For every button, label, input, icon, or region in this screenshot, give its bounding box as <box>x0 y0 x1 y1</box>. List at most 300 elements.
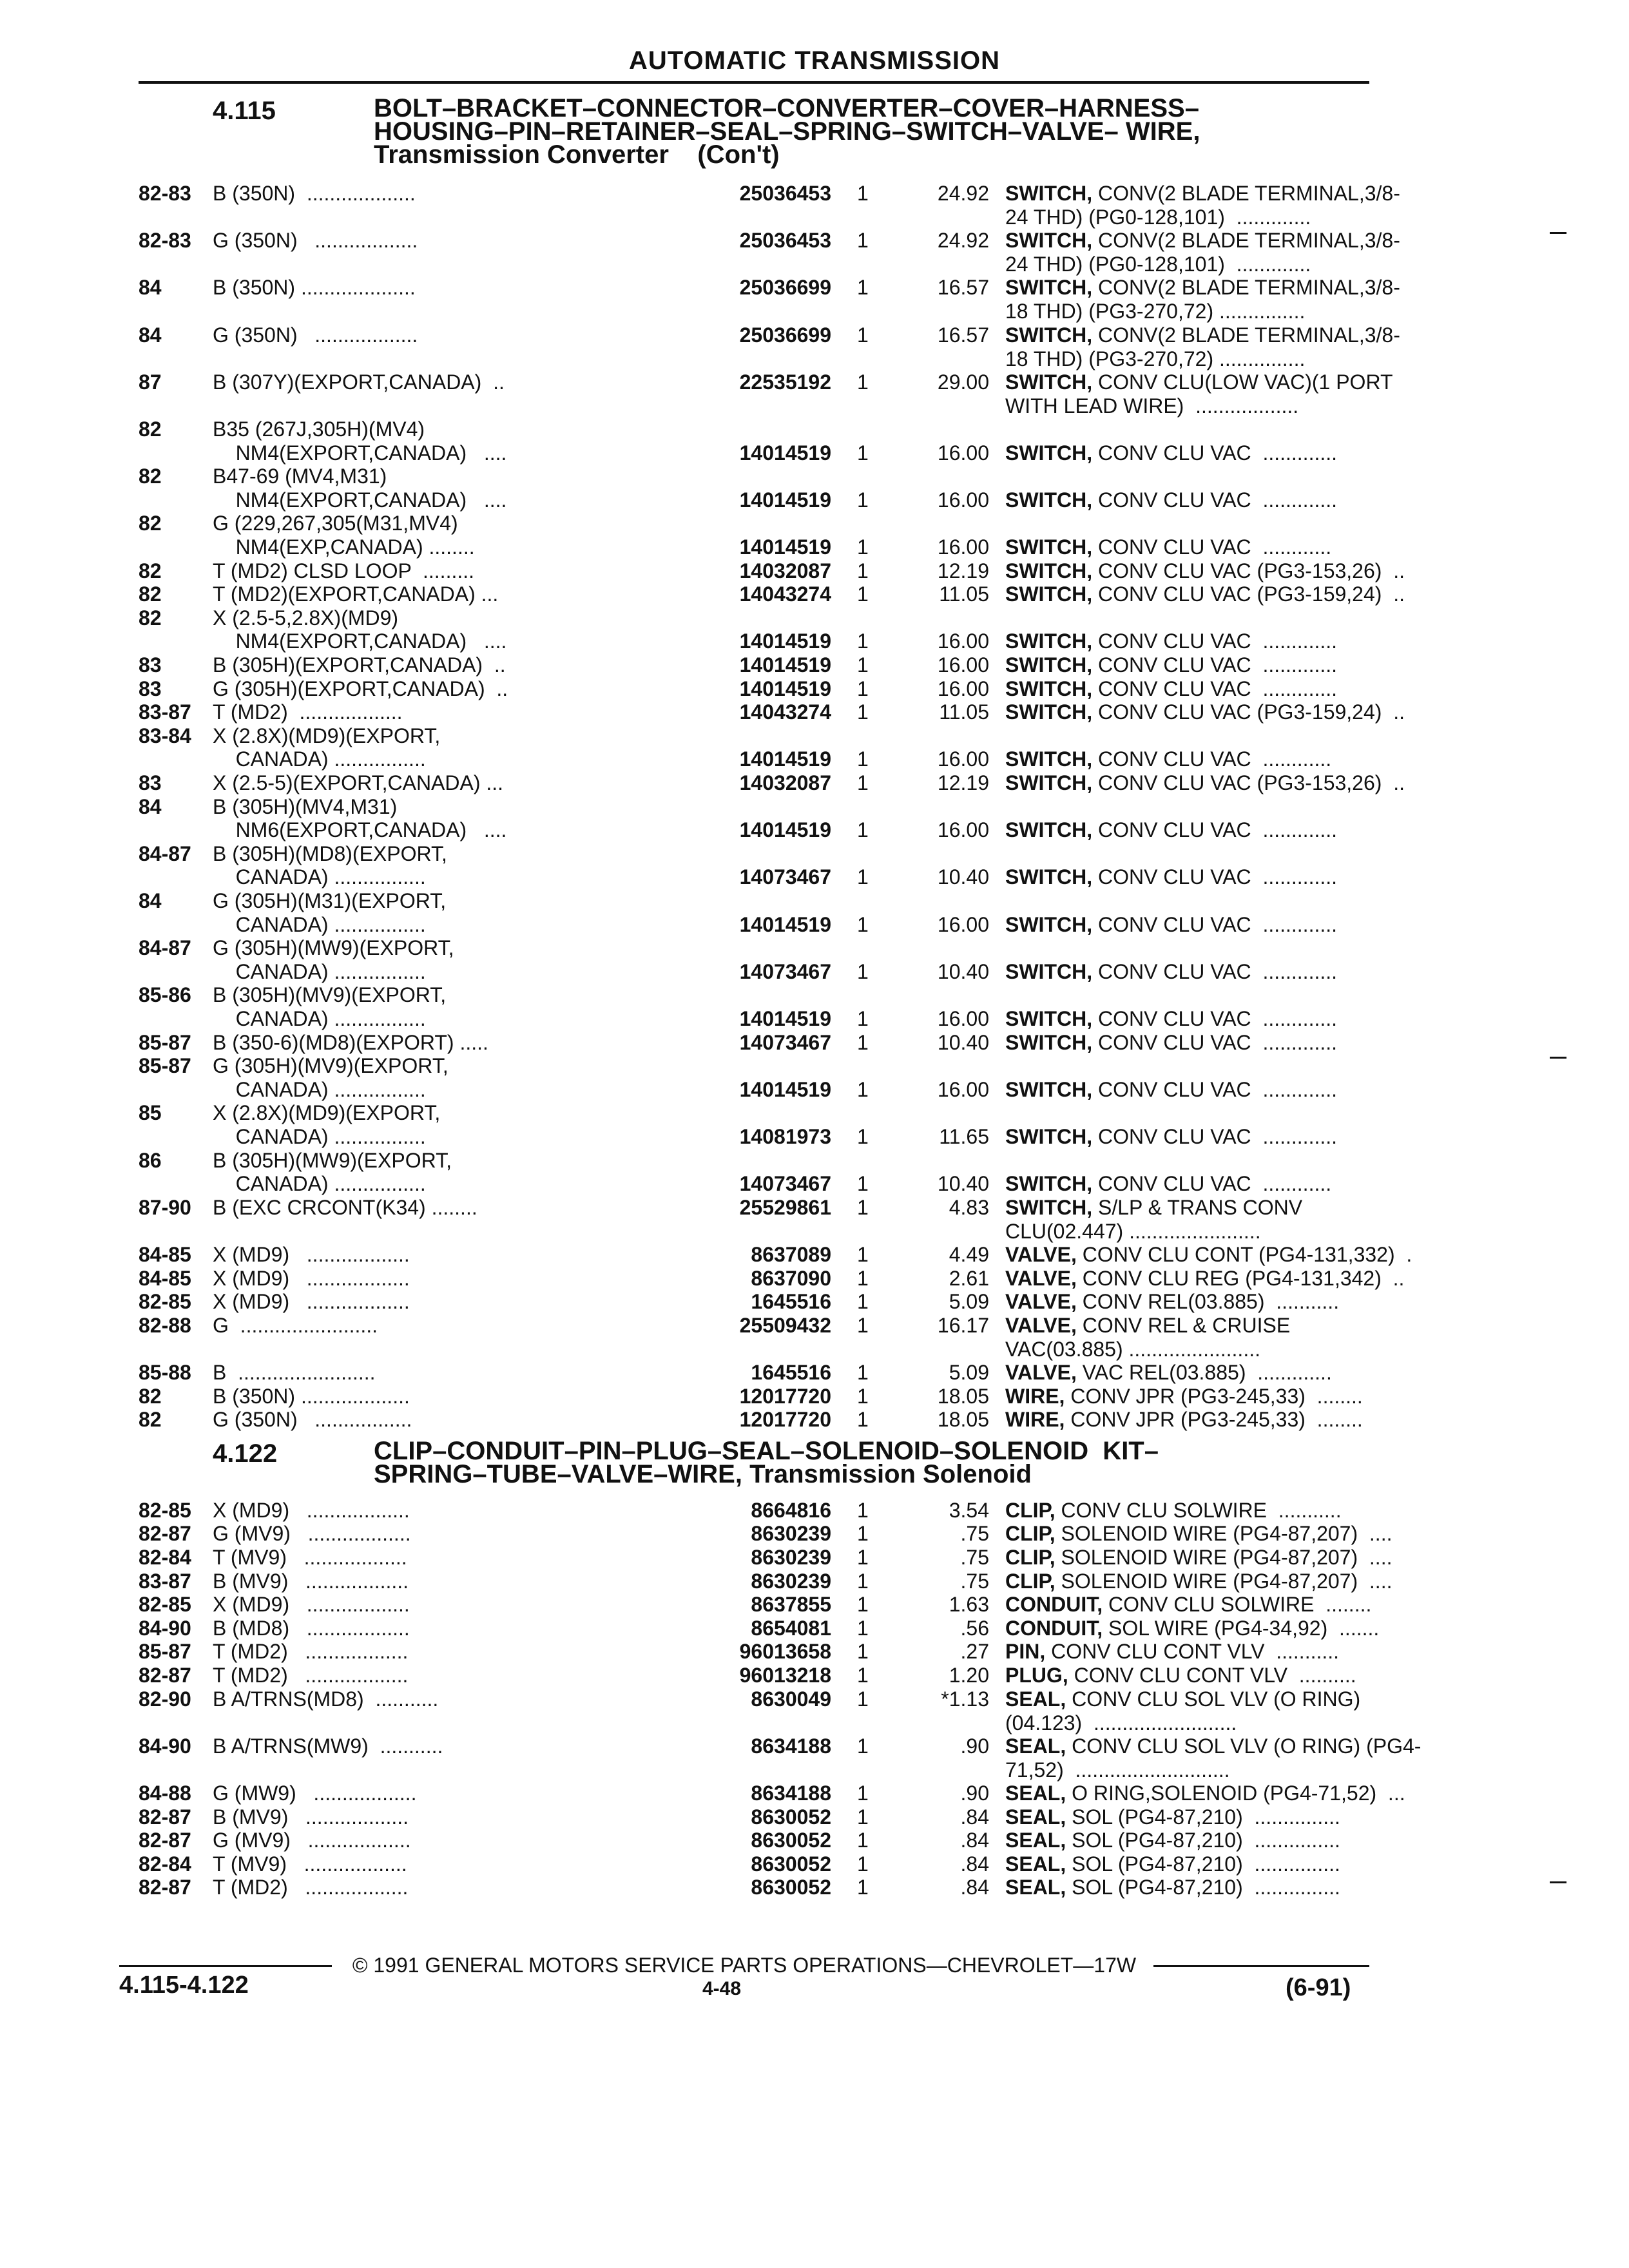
part-name-keyword: SWITCH, <box>1005 747 1093 771</box>
part-number-cell: 8630239 <box>751 1546 831 1569</box>
year-cell: 82-84 <box>139 1852 191 1876</box>
part-name-keyword: SWITCH, <box>1005 582 1093 606</box>
description-cell: B (350-6)(MD8)(EXPORT) ..... <box>213 1030 488 1054</box>
year-cell: 84-90 <box>139 1734 191 1758</box>
price-cell: 4.83 <box>949 1195 989 1219</box>
part-number-cell: 14043274 <box>739 582 831 606</box>
description-cell: G ........................ <box>213 1313 378 1337</box>
description-cell: T (MD2)(EXPORT,CANADA) ... <box>213 582 499 606</box>
year-cell: 83 <box>139 771 162 794</box>
part-number-cell: 14014519 <box>739 1007 831 1030</box>
year-cell: 82 <box>139 1408 162 1432</box>
description-cell: B (305H)(MV4,M31) <box>213 794 398 818</box>
part-name-keyword: WIRE, <box>1005 1408 1065 1432</box>
quantity-cell: 1 <box>857 582 869 606</box>
part-number-cell: 8654081 <box>751 1616 831 1640</box>
part-name-cell <box>1005 1876 1508 1899</box>
part-name-cell <box>1005 1687 1508 1735</box>
part-number-cell: 12017720 <box>739 1408 831 1432</box>
part-name-keyword: SWITCH, <box>1005 1172 1093 1196</box>
description-cell: B (EXC CRCONT(K34) ........ <box>213 1195 477 1219</box>
part-name-keyword: CONDUIT, <box>1005 1616 1103 1640</box>
year-cell: 82 <box>139 512 162 535</box>
part-name-detail: VAC REL(03.885) ............. <box>1076 1361 1332 1384</box>
part-name-detail: SOL (PG4-87,210) ............... <box>1066 1805 1340 1829</box>
part-name-keyword: SWITCH, <box>1005 1125 1093 1148</box>
part-number-cell: 14043274 <box>739 700 831 724</box>
price-cell: .84 <box>960 1805 989 1829</box>
year-cell: 85-87 <box>139 1030 191 1054</box>
description-cell: B (MD8) .................. <box>213 1616 410 1640</box>
part-number-cell: 22535192 <box>739 370 831 394</box>
year-cell: 82 <box>139 1384 162 1408</box>
part-name-cell <box>1005 370 1508 418</box>
quantity-cell: 1 <box>857 1687 869 1711</box>
description-cell: NM4(EXPORT,CANADA) .... <box>213 629 507 653</box>
part-name-keyword: SWITCH, <box>1005 865 1093 889</box>
part-name-detail: CONV CLU REG (PG4-131,342) .. <box>1076 1266 1405 1290</box>
part-name-detail: CONV CLU SOLWIRE ........... <box>1055 1498 1342 1522</box>
part-name-cell <box>1005 1570 1508 1593</box>
year-cell: 85 <box>139 1101 162 1125</box>
part-name-cell <box>1005 559 1508 583</box>
part-name-detail: CONV CLU VAC ............ <box>1092 1172 1332 1196</box>
part-name-cell <box>1005 323 1508 371</box>
part-number-cell: 8637089 <box>751 1243 831 1266</box>
section-number-4122: 4.122 <box>213 1439 278 1468</box>
part-name-cell <box>1005 747 1508 771</box>
year-cell: 84-87 <box>139 936 191 960</box>
part-number-cell: 1645516 <box>751 1290 831 1314</box>
description-cell: G (MV9) .................. <box>213 1522 411 1546</box>
quantity-cell: 1 <box>857 441 869 465</box>
part-name-detail: CONV CLU VAC ............. <box>1092 653 1338 677</box>
quantity-cell: 1 <box>857 1408 869 1432</box>
part-name-detail: CONV CLU VAC ............. <box>1092 1007 1338 1030</box>
part-name-cell <box>1005 1243 1508 1267</box>
quantity-cell: 1 <box>857 818 869 842</box>
part-name-detail: CONV CLU VAC ............. <box>1092 818 1338 842</box>
part-name-detail: CONV CLU VAC (PG3-153,26) .. <box>1092 771 1405 794</box>
part-name-detail: SOL (PG4-87,210) ............... <box>1066 1876 1340 1899</box>
part-name-cell <box>1005 1664 1508 1687</box>
description-cell: B (MV9) .................. <box>213 1569 409 1593</box>
price-cell: 16.57 <box>937 323 989 347</box>
year-cell: 87 <box>139 370 162 394</box>
quantity-cell: 1 <box>857 1290 869 1314</box>
part-name-detail: SOLENOID WIRE (PG4-87,207) .... <box>1055 1546 1393 1569</box>
price-cell: 16.17 <box>937 1313 989 1337</box>
price-cell: 16.00 <box>937 441 989 465</box>
description-cell: CANADA) ................ <box>213 747 426 771</box>
quantity-cell: 1 <box>857 1569 869 1593</box>
description-cell: CANADA) ................ <box>213 1125 426 1148</box>
description-cell: NM6(EXPORT,CANADA) .... <box>213 818 507 842</box>
part-number-cell: 96013218 <box>739 1664 831 1687</box>
part-number-cell: 25036699 <box>739 323 831 347</box>
year-cell: 82-85 <box>139 1290 191 1314</box>
price-cell: 4.49 <box>949 1243 989 1266</box>
part-name-keyword: SWITCH, <box>1005 912 1093 936</box>
part-name-keyword: CONDUIT, <box>1005 1593 1103 1617</box>
year-cell: 82 <box>139 418 162 441</box>
part-name-detail: CONV CLU SOL VLV (O RING) (PG4- 71,52) ........................... <box>1005 1734 1422 1782</box>
part-number-cell: 14014519 <box>739 677 831 700</box>
part-name-detail: O RING,SOLENOID (PG4-71,52) ... <box>1066 1782 1405 1805</box>
price-cell: .56 <box>960 1616 989 1640</box>
quantity-cell: 1 <box>857 1782 869 1805</box>
year-cell: 85-87 <box>139 1640 191 1664</box>
part-name-cell <box>1005 1640 1508 1664</box>
part-name-detail: SOL (PG4-87,210) ............... <box>1066 1852 1340 1876</box>
price-cell: 29.00 <box>937 370 989 394</box>
quantity-cell: 1 <box>857 1030 869 1054</box>
quantity-cell: 1 <box>857 1007 869 1030</box>
part-name-keyword: PLUG, <box>1005 1664 1068 1687</box>
part-name-keyword: WIRE, <box>1005 1384 1065 1408</box>
quantity-cell: 1 <box>857 771 869 794</box>
year-cell: 82-88 <box>139 1313 191 1337</box>
quantity-cell: 1 <box>857 1640 869 1664</box>
description-cell: B (350N) ................... <box>213 1384 410 1408</box>
part-name-detail: CONV CLU VAC ............. <box>1092 912 1338 936</box>
description-cell: G (305H)(MW9)(EXPORT, <box>213 936 454 960</box>
part-name-cell <box>1005 1385 1508 1408</box>
part-name-cell <box>1005 1078 1508 1102</box>
part-name-cell <box>1005 960 1508 984</box>
price-cell: 16.00 <box>937 747 989 771</box>
quantity-cell: 1 <box>857 1616 869 1640</box>
part-name-cell <box>1005 1617 1508 1640</box>
part-number-cell: 8634188 <box>751 1734 831 1758</box>
quantity-cell: 1 <box>857 747 869 771</box>
part-name-keyword: VALVE, <box>1005 1243 1077 1266</box>
part-name-cell <box>1005 1546 1508 1570</box>
part-name-cell <box>1005 1805 1508 1829</box>
part-name-keyword: SWITCH, <box>1005 370 1093 394</box>
part-name-cell <box>1005 1829 1508 1852</box>
description-cell: CANADA) ................ <box>213 1172 426 1196</box>
description-cell: G (MV9) .................. <box>213 1829 411 1852</box>
part-name-detail: SOLENOID WIRE (PG4-87,207) .... <box>1055 1569 1393 1593</box>
price-cell: .75 <box>960 1569 989 1593</box>
part-name-detail: SOLENOID WIRE (PG4-87,207) .... <box>1055 1522 1393 1546</box>
quantity-cell: 1 <box>857 959 869 983</box>
part-number-cell: 14014519 <box>739 535 831 559</box>
price-cell: 10.40 <box>937 959 989 983</box>
year-cell: 82-84 <box>139 1546 191 1569</box>
part-name-detail: CONV CLU VAC ............. <box>1092 865 1338 889</box>
description-cell: B ........................ <box>213 1361 376 1384</box>
part-name-cell <box>1005 771 1508 795</box>
quantity-cell: 1 <box>857 229 869 253</box>
price-cell: .75 <box>960 1546 989 1569</box>
part-number-cell: 14014519 <box>739 818 831 842</box>
price-cell: .27 <box>960 1640 989 1664</box>
part-name-keyword: SWITCH, <box>1005 229 1093 253</box>
part-name-detail: CONV CLU VAC ............. <box>1092 441 1338 465</box>
part-name-detail: CONV JPR (PG3-245,33) ........ <box>1065 1408 1363 1432</box>
price-cell: .90 <box>960 1734 989 1758</box>
description-cell: NM4(EXPORT,CANADA) .... <box>213 488 507 512</box>
part-number-cell: 14081973 <box>739 1125 831 1148</box>
description-cell: X (2.8X)(MD9)(EXPORT, <box>213 724 441 747</box>
part-number-cell: 14014519 <box>739 441 831 465</box>
part-number-cell: 8630052 <box>751 1829 831 1852</box>
description-cell: NM4(EXPORT,CANADA) .... <box>213 441 507 465</box>
description-cell: T (MD2) .................. <box>213 1664 409 1687</box>
quantity-cell: 1 <box>857 1125 869 1148</box>
part-name-cell <box>1005 276 1508 323</box>
part-name-keyword: VALVE, <box>1005 1290 1077 1314</box>
part-name-cell <box>1005 1314 1508 1361</box>
quantity-cell: 1 <box>857 653 869 677</box>
part-name-keyword: CLIP, <box>1005 1498 1055 1522</box>
year-cell: 82-87 <box>139 1829 191 1852</box>
part-name-keyword: SWITCH, <box>1005 959 1093 983</box>
part-number-cell: 8630239 <box>751 1569 831 1593</box>
price-cell: .84 <box>960 1852 989 1876</box>
part-name-cell <box>1005 488 1508 512</box>
price-cell: 1.20 <box>949 1664 989 1687</box>
part-name-keyword: SWITCH, <box>1005 1195 1093 1219</box>
quantity-cell: 1 <box>857 1664 869 1687</box>
part-name-keyword: VALVE, <box>1005 1266 1077 1290</box>
description-cell: T (MD2) .................. <box>213 1876 409 1899</box>
part-name-detail: CONV CLU SOLWIRE ........ <box>1103 1593 1372 1617</box>
description-cell: T (MD2) .................. <box>213 1640 409 1664</box>
part-name-cell <box>1005 535 1508 559</box>
part-name-detail: CONV CLU VAC (PG3-159,24) .. <box>1092 700 1405 724</box>
year-cell: 82-85 <box>139 1593 191 1617</box>
part-name-keyword: SWITCH, <box>1005 535 1093 559</box>
part-name-keyword: SWITCH, <box>1005 323 1093 347</box>
quantity-cell: 1 <box>857 370 869 394</box>
year-cell: 85-86 <box>139 983 191 1007</box>
part-number-cell: 12017720 <box>739 1384 831 1408</box>
price-cell: 16.00 <box>937 535 989 559</box>
part-name-detail: CONV CLU VAC (PG3-153,26) .. <box>1092 559 1405 582</box>
description-cell: CANADA) ................ <box>213 865 426 889</box>
margin-mark <box>1550 1881 1566 1883</box>
part-name-keyword: SEAL, <box>1005 1805 1066 1829</box>
price-cell: 16.00 <box>937 653 989 677</box>
price-cell: 16.00 <box>937 677 989 700</box>
year-cell: 83-87 <box>139 700 191 724</box>
description-cell: T (MV9) .................. <box>213 1546 407 1569</box>
part-name-keyword: SWITCH, <box>1005 559 1093 582</box>
part-name-detail: CONV CLU VAC ............. <box>1092 629 1338 653</box>
price-cell: .84 <box>960 1829 989 1852</box>
year-cell: 85-87 <box>139 1054 191 1078</box>
part-name-cell <box>1005 1852 1508 1876</box>
part-number-cell: 14014519 <box>739 1077 831 1101</box>
description-cell: G (350N) .................. <box>213 323 418 347</box>
price-cell: 16.00 <box>937 912 989 936</box>
price-cell: 10.40 <box>937 1172 989 1196</box>
description-cell: B35 (267J,305H)(MV4) <box>213 418 425 441</box>
description-cell: X (MD9) .................. <box>213 1498 410 1522</box>
part-name-detail: CONV(2 BLADE TERMINAL,3/8- 24 THD) (PG0-128,101) ............. <box>1005 229 1400 276</box>
part-name-keyword: SWITCH, <box>1005 1077 1093 1101</box>
part-name-detail: CONV CLU VAC ............. <box>1092 959 1338 983</box>
description-cell: CANADA) ................ <box>213 912 426 936</box>
year-cell: 84-87 <box>139 841 191 865</box>
part-number-cell: 8664816 <box>751 1498 831 1522</box>
quantity-cell: 1 <box>857 1361 869 1384</box>
part-name-detail: CONV CLU CONT VLV .......... <box>1068 1664 1356 1687</box>
part-name-cell <box>1005 629 1508 653</box>
description-cell: B (MV9) .................. <box>213 1805 409 1829</box>
year-cell: 84 <box>139 276 162 300</box>
quantity-cell: 1 <box>857 1522 869 1546</box>
description-cell: G (MW9) .................. <box>213 1782 417 1805</box>
year-cell: 84-90 <box>139 1616 191 1640</box>
description-cell: X (MD9) .................. <box>213 1266 410 1290</box>
quantity-cell: 1 <box>857 488 869 512</box>
part-name-keyword: SWITCH, <box>1005 629 1093 653</box>
part-number-cell: 8630052 <box>751 1876 831 1899</box>
year-cell: 82-87 <box>139 1522 191 1546</box>
price-cell: 16.00 <box>937 818 989 842</box>
description-cell: B A/TRNS(MW9) ........... <box>213 1734 443 1758</box>
part-name-keyword: SWITCH, <box>1005 488 1093 512</box>
price-cell: 24.92 <box>937 182 989 205</box>
part-name-cell <box>1005 441 1508 465</box>
part-name-detail: CONV CLU VAC ............. <box>1092 677 1338 700</box>
part-name-cell <box>1005 1408 1508 1432</box>
description-cell: B (305H)(MD8)(EXPORT, <box>213 841 447 865</box>
part-name-keyword: SWITCH, <box>1005 441 1093 465</box>
part-name-detail: CONV(2 BLADE TERMINAL,3/8- 18 THD) (PG3-270,72) ............... <box>1005 323 1400 370</box>
part-number-cell: 14032087 <box>739 771 831 794</box>
footer-section-range: 4.115-4.122 <box>119 1972 249 1999</box>
part-name-cell <box>1005 1361 1508 1385</box>
price-cell: 2.61 <box>949 1266 989 1290</box>
part-name-keyword: SWITCH, <box>1005 653 1093 677</box>
description-cell: G (229,267,305(M31,MV4) <box>213 512 458 535</box>
part-number-cell: 25529861 <box>739 1195 831 1219</box>
part-name-keyword: SWITCH, <box>1005 771 1093 794</box>
year-cell: 82-83 <box>139 182 191 205</box>
part-name-cell <box>1005 1172 1508 1196</box>
part-number-cell: 25036699 <box>739 276 831 300</box>
part-name-cell <box>1005 582 1508 606</box>
description-cell: T (MV9) .................. <box>213 1852 407 1876</box>
part-name-detail: CONV(2 BLADE TERMINAL,3/8- 24 THD) (PG0-128,101) ............. <box>1005 182 1400 229</box>
part-number-cell: 8630052 <box>751 1852 831 1876</box>
year-cell: 82-87 <box>139 1664 191 1687</box>
part-name-detail: CONV CLU VAC ............ <box>1092 747 1332 771</box>
part-number-cell: 8630052 <box>751 1805 831 1829</box>
part-name-keyword: CLIP, <box>1005 1522 1055 1546</box>
price-cell: 16.00 <box>937 488 989 512</box>
part-name-keyword: SWITCH, <box>1005 1007 1093 1030</box>
footer-date: (6-91) <box>1286 1974 1351 2001</box>
part-name-cell <box>1005 677 1508 701</box>
part-number-cell: 14073467 <box>739 865 831 889</box>
part-number-cell: 96013658 <box>739 1640 831 1664</box>
quantity-cell: 1 <box>857 1313 869 1337</box>
margin-mark <box>1550 232 1566 234</box>
price-cell: .75 <box>960 1522 989 1546</box>
price-cell: 10.40 <box>937 865 989 889</box>
year-cell: 82 <box>139 559 162 582</box>
quantity-cell: 1 <box>857 559 869 582</box>
quantity-cell: 1 <box>857 1498 869 1522</box>
part-number-cell: 14073467 <box>739 959 831 983</box>
part-number-cell: 8637855 <box>751 1593 831 1617</box>
description-cell: T (MD2) CLSD LOOP ......... <box>213 559 475 582</box>
part-name-cell <box>1005 1735 1508 1782</box>
year-cell: 83-87 <box>139 1569 191 1593</box>
part-name-keyword: SWITCH, <box>1005 276 1093 300</box>
section-title-4115: BOLT–BRACKET–CONNECTOR–CONVERTER–COVER–HARNESS– HOUSING–PIN–RETAINER–SEAL–SPRING–SWITCH–VALVE– WIRE, Transmission Converter (Con't) <box>374 94 1200 169</box>
price-cell: *1.13 <box>941 1687 989 1711</box>
part-number-cell: 14014519 <box>739 747 831 771</box>
description-cell: B A/TRNS(MD8) ........... <box>213 1687 439 1711</box>
price-cell: 11.05 <box>939 700 989 724</box>
quantity-cell: 1 <box>857 323 869 347</box>
header-rule <box>139 81 1369 84</box>
part-number-cell: 25036453 <box>739 229 831 253</box>
footer-rule-right <box>1153 1965 1369 1967</box>
part-name-cell <box>1005 1125 1508 1149</box>
part-number-cell: 8630239 <box>751 1522 831 1546</box>
description-cell: G (305H)(MV9)(EXPORT, <box>213 1054 448 1078</box>
price-cell: 24.92 <box>937 229 989 253</box>
description-cell: CANADA) ................ <box>213 1007 426 1030</box>
part-name-cell <box>1005 1782 1508 1805</box>
part-name-keyword: SEAL, <box>1005 1829 1066 1852</box>
section-title-4122: CLIP–CONDUIT–PIN–PLUG–SEAL–SOLENOID–SOLENOID KIT– SPRING–TUBE–VALVE–WIRE, Transmission Solenoid <box>374 1436 1159 1488</box>
description-cell: G (305H)(EXPORT,CANADA) .. <box>213 677 508 700</box>
part-name-keyword: SWITCH, <box>1005 818 1093 842</box>
price-cell: 16.00 <box>937 629 989 653</box>
quantity-cell: 1 <box>857 1805 869 1829</box>
part-name-detail: CONV CLU VAC (PG3-159,24) .. <box>1092 582 1405 606</box>
description-cell: X (MD9) .................. <box>213 1593 410 1617</box>
part-name-detail: SOL (PG4-87,210) ............... <box>1066 1829 1340 1852</box>
quantity-cell: 1 <box>857 1195 869 1219</box>
description-cell: G (350N) .................. <box>213 229 418 253</box>
part-name-detail: CONV CLU VAC ............ <box>1092 535 1332 559</box>
price-cell: .90 <box>960 1782 989 1805</box>
part-name-detail: CONV CLU VAC ............. <box>1092 488 1338 512</box>
part-number-cell: 8630049 <box>751 1687 831 1711</box>
year-cell: 84 <box>139 889 162 912</box>
quantity-cell: 1 <box>857 912 869 936</box>
quantity-cell: 1 <box>857 677 869 700</box>
part-name-cell <box>1005 1267 1508 1291</box>
year-cell: 85-88 <box>139 1361 191 1384</box>
part-number-cell: 14014519 <box>739 653 831 677</box>
part-name-detail: CONV CLU CONT VLV ........... <box>1045 1640 1340 1664</box>
year-cell: 82-85 <box>139 1498 191 1522</box>
year-cell: 83 <box>139 653 162 677</box>
part-name-cell <box>1005 229 1508 276</box>
price-cell: 10.40 <box>937 1030 989 1054</box>
year-cell: 83-84 <box>139 724 191 747</box>
part-name-cell <box>1005 818 1508 842</box>
part-name-keyword: SEAL, <box>1005 1782 1066 1805</box>
part-name-keyword: SEAL, <box>1005 1687 1066 1711</box>
description-cell: X (MD9) .................. <box>213 1290 410 1314</box>
year-cell: 82 <box>139 606 162 629</box>
quantity-cell: 1 <box>857 1172 869 1196</box>
year-cell: 87-90 <box>139 1195 191 1219</box>
quantity-cell: 1 <box>857 182 869 205</box>
